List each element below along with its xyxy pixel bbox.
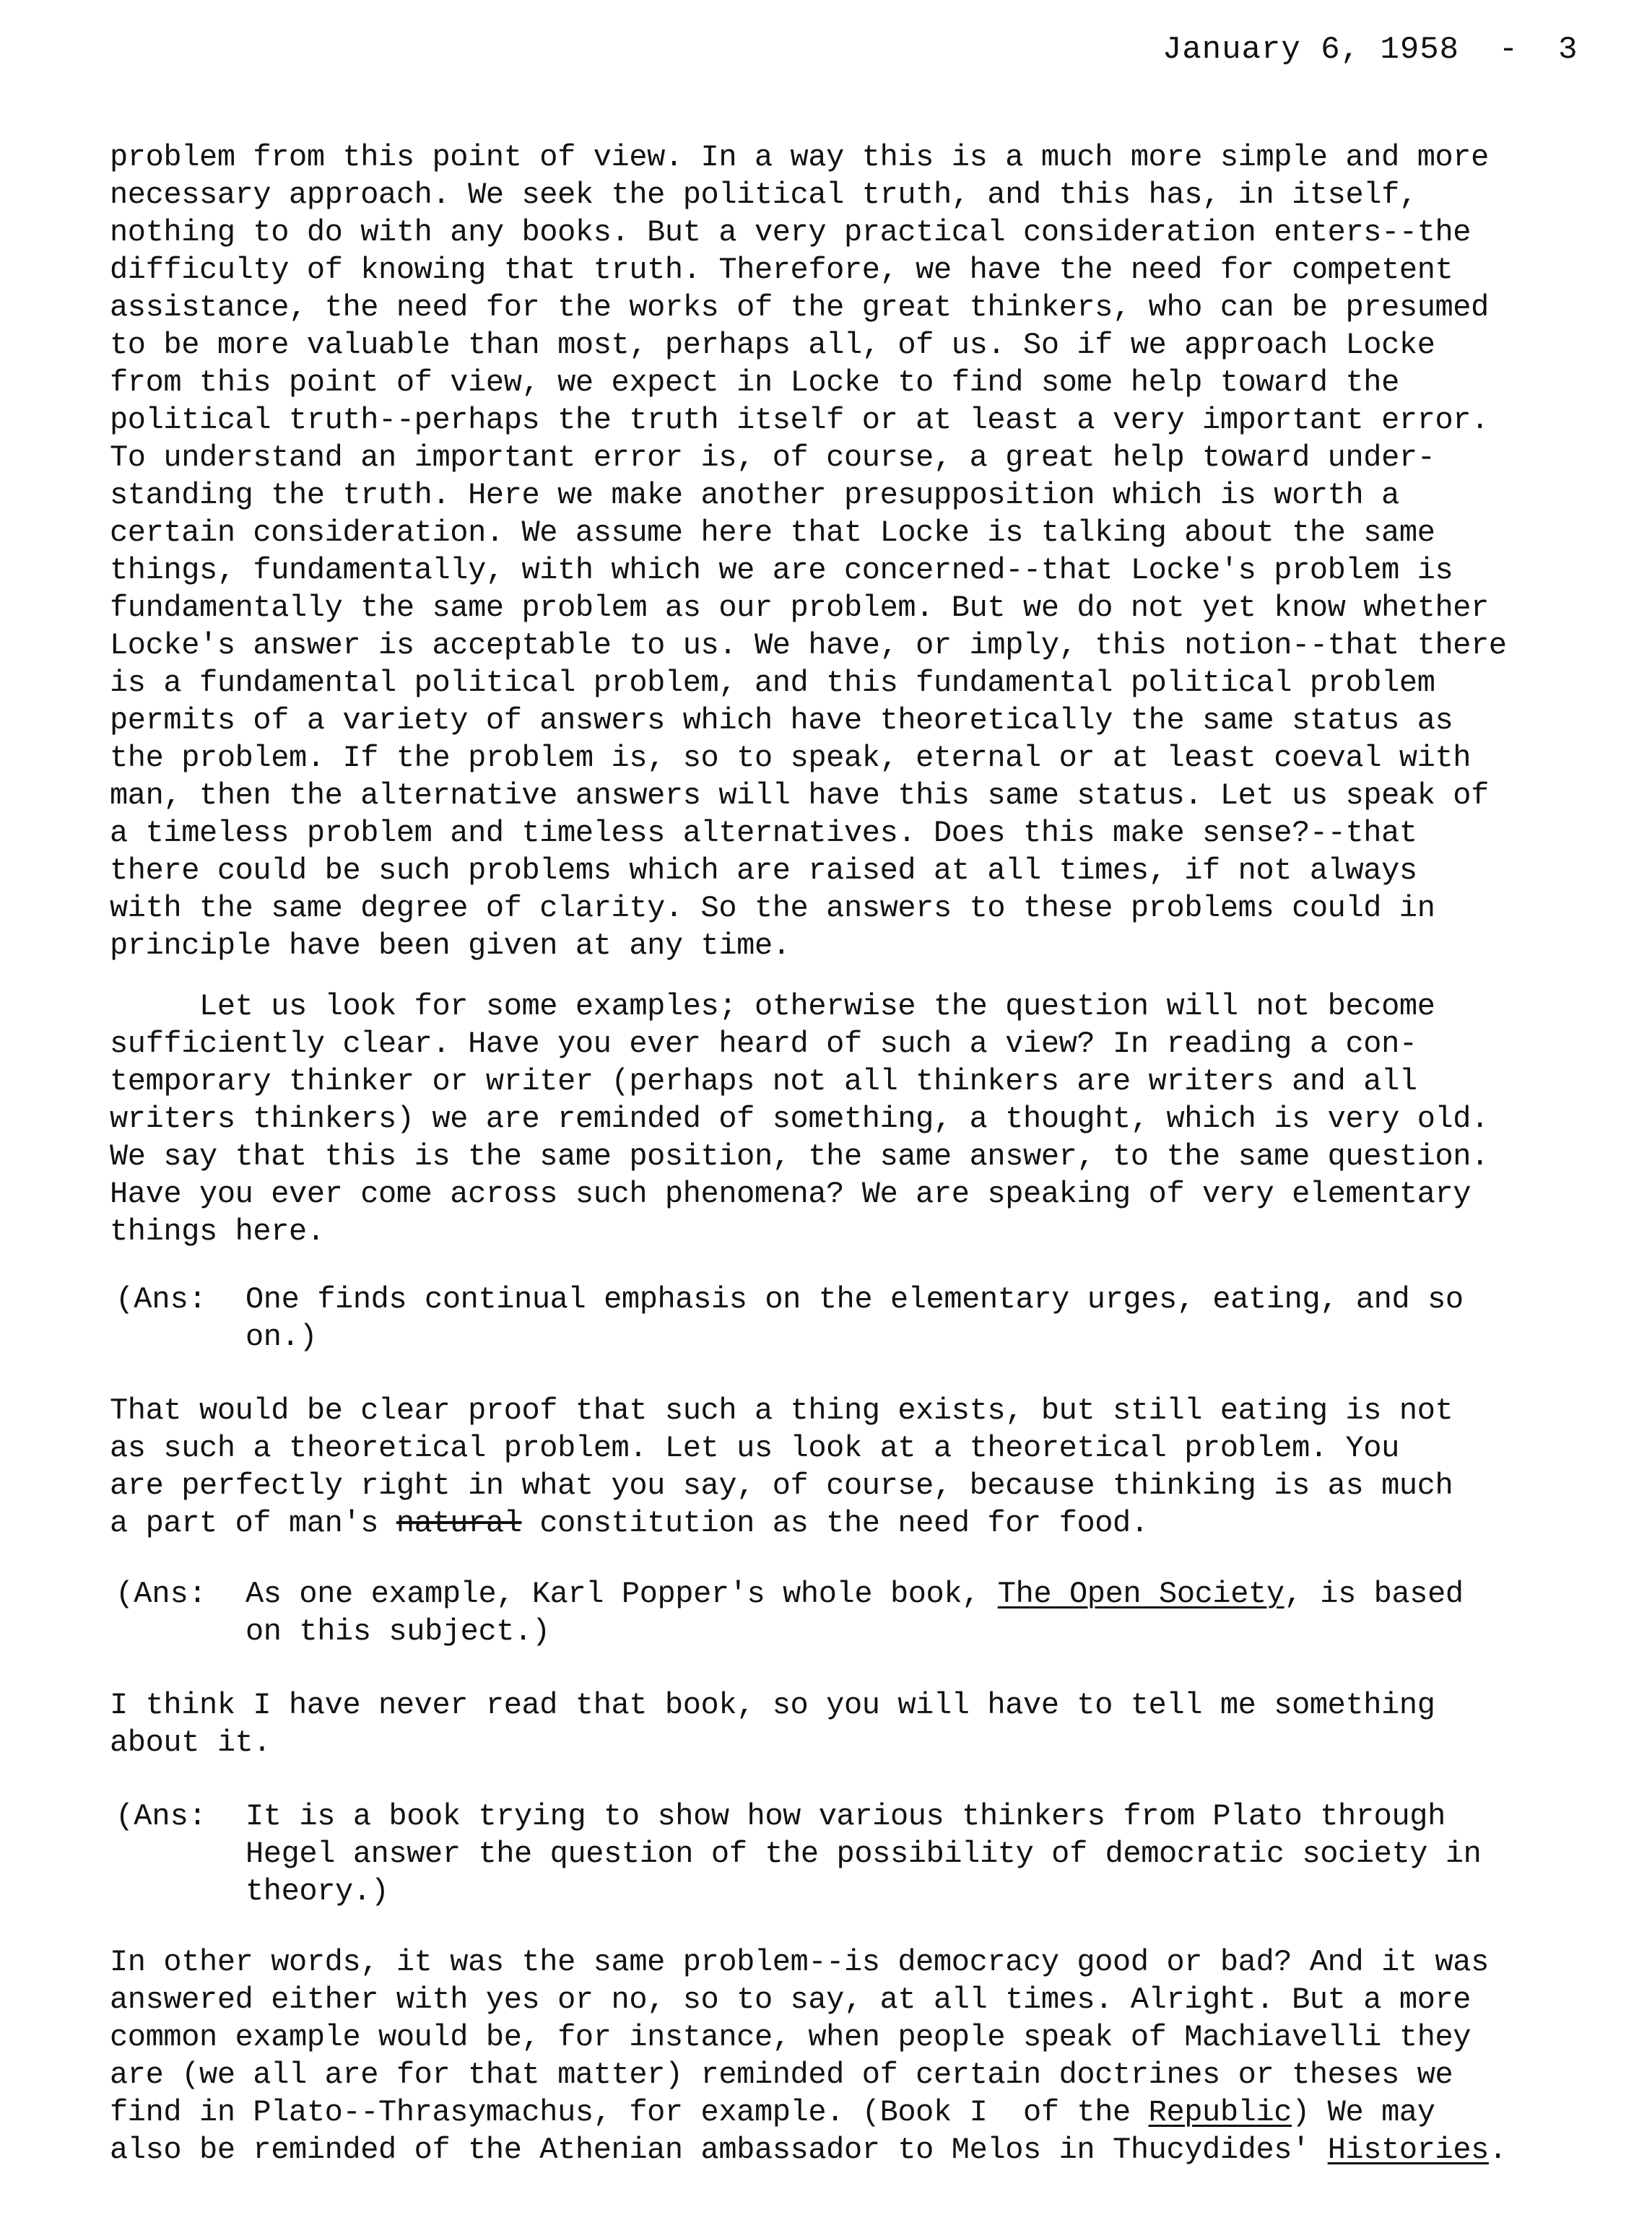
text-line: That would be clear proof that such a thing exists, but still eating is not bbox=[110, 1393, 1453, 1428]
text-line: are perfectly right in what you say, of course, because thinking is as much bbox=[110, 1468, 1453, 1503]
text-line: nothing to do with any books. But a very practical consideration enters--the bbox=[110, 215, 1471, 250]
text-line: sufficiently clear. Have you ever heard of such a view? In reading a con- bbox=[110, 1027, 1417, 1061]
text-line: certain consideration. We assume here that Locke is talking about the same bbox=[110, 515, 1435, 550]
text-line: One finds continual emphasis on the elementary urges, eating, and so bbox=[245, 1282, 1464, 1317]
text-line: common example would be, for instance, when people speak of Machiavelli they bbox=[110, 2020, 1471, 2055]
text-line: difficulty of knowing that truth. Therefore, we have the need for competent bbox=[110, 253, 1453, 287]
page-number: 3 bbox=[1558, 32, 1578, 68]
text-line: In other words, it was the same problem--is democracy good or bad? And it was bbox=[110, 1945, 1489, 1980]
text-line: things here. bbox=[110, 1214, 325, 1249]
text-span: , is based bbox=[1284, 1577, 1464, 1611]
text-line: political truth--perhaps the truth itself or at least a very important error. bbox=[110, 403, 1489, 438]
text-span: . bbox=[1488, 2133, 1507, 2167]
text-line: Have you ever come across such phenomena? We are speaking of very elementary bbox=[110, 1177, 1471, 1211]
text-line bbox=[245, 1575, 1464, 1613]
text-line: things, fundamentally, with which we are concerned--that Locke's problem is bbox=[110, 553, 1453, 588]
book-title: The Open Society bbox=[997, 1577, 1284, 1611]
answer-label: (Ans: bbox=[116, 1577, 207, 1611]
text-line: a timeless problem and timeless alternatives. Does this make sense?--that bbox=[110, 816, 1417, 850]
text-line: the problem. If the problem is, so to speak, eternal or at least coeval with bbox=[110, 741, 1471, 775]
text-line: from this point of view, we expect in Locke to find some help toward the bbox=[110, 365, 1399, 400]
text-span: As one example, Karl Popper's whole book, bbox=[245, 1577, 998, 1611]
answer-block-3 bbox=[116, 1798, 1481, 1910]
answer-label: (Ans: bbox=[116, 1282, 207, 1317]
paragraph-2 bbox=[110, 988, 1489, 1250]
text-line: To understand an important error is, of course, a great help toward under- bbox=[110, 440, 1435, 475]
text-line: I think I have never read that book, so you will have to tell me something bbox=[110, 1688, 1435, 1723]
text-line: permits of a variety of answers which have theoretically the same status as bbox=[110, 703, 1453, 738]
text-line: standing the truth. Here we make another presupposition which is worth a bbox=[110, 478, 1399, 513]
text-line: as such a theoretical problem. Let us look at a theoretical problem. You bbox=[110, 1431, 1399, 1466]
text-line: assistance, the need for the works of the great thinkers, who can be presumed bbox=[110, 290, 1489, 325]
text-line: are (we all are for that matter) reminded of certain doctrines or theses we bbox=[110, 2058, 1453, 2092]
page-header bbox=[1162, 32, 1578, 68]
text-line: Let us look for some examples; otherwise the question will not become bbox=[110, 989, 1435, 1024]
text-line: to be more valuable than most, perhaps all, of us. So if we approach Locke bbox=[110, 328, 1435, 362]
paragraph-3 bbox=[110, 1392, 1453, 1542]
text-span: ) We may bbox=[1292, 2095, 1435, 2130]
header-date: January 6, 1958 bbox=[1162, 32, 1460, 68]
text-line: Hegel answer the question of the possibility of democratic society in bbox=[245, 1837, 1482, 1871]
text-line: It is a book trying to show how various thinkers from Plato through bbox=[245, 1799, 1446, 1834]
book-title: Republic bbox=[1148, 2095, 1292, 2130]
text-line: about it. bbox=[110, 1725, 271, 1760]
paragraph-1 bbox=[110, 139, 1507, 965]
text-span: constitution as the need for food. bbox=[521, 1506, 1149, 1541]
text-span: also be reminded of the Athenian ambassador to Melos in Thucydides' bbox=[110, 2133, 1328, 2167]
text-line: principle have been given at any time. bbox=[110, 928, 791, 963]
text-line: with the same degree of clarity. So the answers to these problems could in bbox=[110, 891, 1435, 926]
answer-block-2 bbox=[116, 1575, 1464, 1650]
book-title: Histories bbox=[1327, 2133, 1489, 2167]
text-line: writers thinkers) we are reminded of something, a thought, which is very old. bbox=[110, 1102, 1489, 1136]
text-line: temporary thinker or writer (perhaps not all thinkers are writers and all bbox=[110, 1064, 1417, 1099]
text-line bbox=[110, 2094, 1507, 2131]
text-line: on.) bbox=[245, 1320, 318, 1354]
paragraph-5 bbox=[110, 1943, 1507, 2169]
text-line bbox=[110, 1505, 1453, 1542]
text-line: necessary approach. We seek the political truth, and this has, in itself, bbox=[110, 178, 1417, 212]
text-span: a part of man's bbox=[110, 1506, 396, 1541]
header-separator: - bbox=[1498, 32, 1519, 68]
text-span: find in Plato--Thrasymachus, for example. (Book I of the bbox=[110, 2095, 1149, 2130]
text-line: is a fundamental political problem, and this fundamental political problem bbox=[110, 666, 1435, 700]
text-line: We say that this is the same position, the same answer, to the same question. bbox=[110, 1139, 1489, 1174]
text-line: on this subject.) bbox=[245, 1614, 550, 1649]
text-line: man, then the alternative answers will have this same status. Let us speak of bbox=[110, 778, 1489, 813]
struck-word: natural bbox=[396, 1506, 522, 1541]
paragraph-4 bbox=[110, 1686, 1435, 1762]
text-line: there could be such problems which are raised at all times, if not always bbox=[110, 853, 1417, 888]
text-line: Locke's answer is acceptable to us. We have, or imply, this notion--that there bbox=[110, 628, 1507, 663]
answer-label: (Ans: bbox=[116, 1799, 207, 1834]
text-line: problem from this point of view. In a way this is a much more simple and more bbox=[110, 140, 1489, 175]
text-line: answered either with yes or no, so to say, at all times. Alright. But a more bbox=[110, 1982, 1471, 2017]
text-line bbox=[110, 2131, 1507, 2169]
text-line: theory.) bbox=[245, 1874, 389, 1909]
text-line: fundamentally the same problem as our problem. But we do not yet know whether bbox=[110, 591, 1489, 625]
answer-block-1 bbox=[116, 1281, 1464, 1356]
